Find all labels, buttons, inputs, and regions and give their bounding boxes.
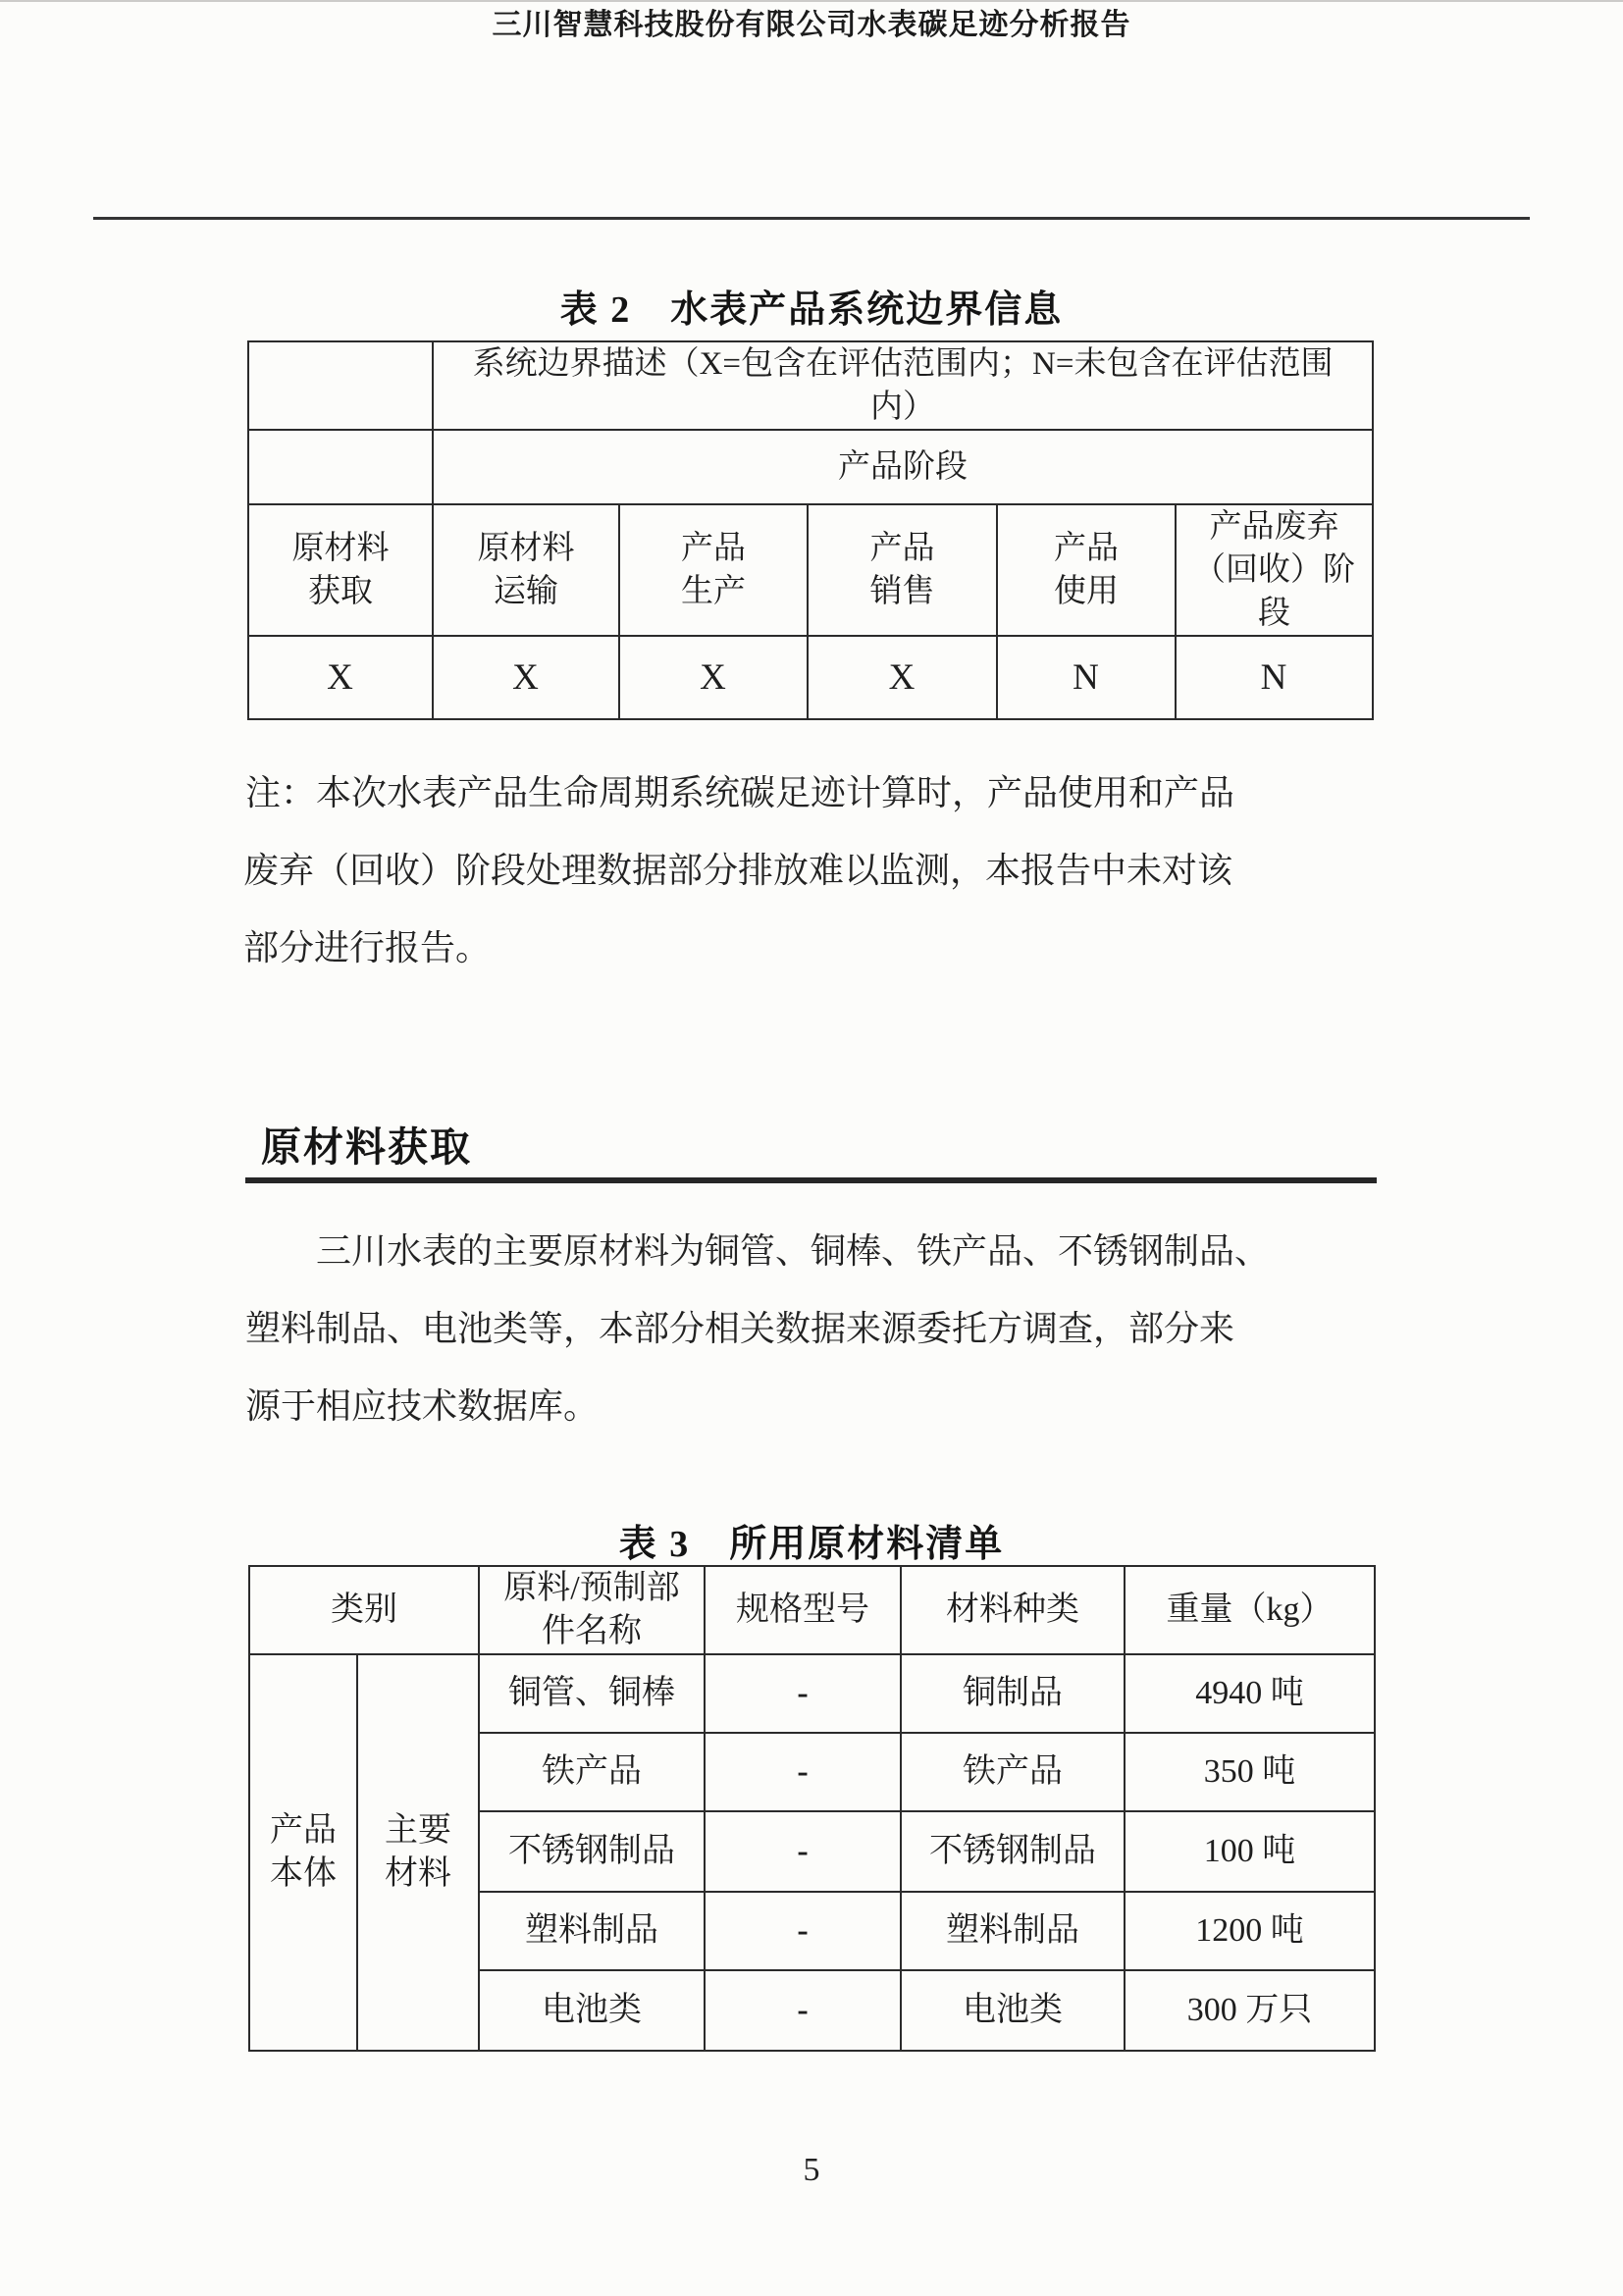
header-line: 运输 xyxy=(494,574,558,609)
header-line: （回收）阶 xyxy=(1193,552,1356,588)
table3-header-material-type: 材料种类 xyxy=(901,1566,1125,1654)
table3-header-weight: 重量（kg） xyxy=(1125,1566,1375,1654)
table3-header-category: 类别 xyxy=(249,1566,479,1654)
cell-spec: - xyxy=(705,1811,901,1892)
category-line: 产品 xyxy=(270,1812,337,1849)
table3-subcategory-main-materials xyxy=(357,1654,479,2051)
table2-row-stage xyxy=(248,430,1373,504)
cell-material-type: 铜制品 xyxy=(901,1654,1125,1733)
page-number: 5 xyxy=(803,2152,820,2188)
cell-weight: 1200 吨 xyxy=(1125,1892,1375,1970)
cell-spec: - xyxy=(705,1654,901,1733)
header-line: 产品 xyxy=(681,531,746,566)
body-paragraph-line-1: 三川水表的主要原材料为铜管、铜棒、铁产品、不锈钢制品、 xyxy=(316,1231,1271,1271)
table2-col-header-disposal xyxy=(1176,504,1373,636)
category-line: 本体 xyxy=(270,1855,337,1892)
header-line: 原料/预制部 xyxy=(503,1570,680,1606)
boundary-desc-line1: 系统边界描述（X=包含在评估范围内；N=未包含在评估范围 xyxy=(472,346,1334,382)
cell-spec: - xyxy=(705,1892,901,1970)
table2-boundary-desc-cell xyxy=(433,341,1373,430)
cell-weight: 300 万只 xyxy=(1125,1970,1375,2051)
note-line-2: 废弃（回收）阶段处理数据部分排放难以监测，本报告中未对该 xyxy=(243,851,1233,890)
cell-weight: 4940 吨 xyxy=(1125,1654,1375,1733)
cell-material-type: 铁产品 xyxy=(901,1733,1125,1811)
cell-part-name: 铜管、铜棒 xyxy=(479,1654,705,1733)
section-heading-rule xyxy=(245,1177,1377,1183)
table3-category-product-body xyxy=(249,1654,357,2051)
page-header-title: 三川智慧科技股份有限公司水表碳足迹分析报告 xyxy=(492,9,1131,41)
table2-system-boundary xyxy=(247,340,1374,720)
cell-spec: - xyxy=(705,1970,901,2051)
header-line: 原材料 xyxy=(477,531,575,566)
subcategory-line: 主要 xyxy=(385,1812,451,1849)
cell-weight: 100 吨 xyxy=(1125,1811,1375,1892)
note-line-3: 部分进行报告。 xyxy=(243,928,492,967)
cell-material-type: 不锈钢制品 xyxy=(901,1811,1125,1892)
header-line: 产品 xyxy=(869,531,935,566)
table3-raw-materials-list xyxy=(248,1565,1376,2052)
note-line-1: 注：本次水表产品生命周期系统碳足迹计算时，产品使用和产品 xyxy=(245,773,1235,812)
table2-row-stage-headers xyxy=(248,504,1373,636)
table3-caption: 表 3 所用原材料清单 xyxy=(618,1524,1005,1565)
section-heading-raw-material-acquisition: 原材料获取 xyxy=(261,1124,472,1170)
subcategory-line: 材料 xyxy=(385,1855,451,1892)
table2-value-disposal: N xyxy=(1176,636,1373,719)
table3-header-spec: 规格型号 xyxy=(705,1566,901,1654)
body-paragraph-line-2: 塑料制品、电池类等，本部分相关数据来源委托方调查，部分来 xyxy=(245,1309,1235,1348)
table2-value-sales: X xyxy=(808,636,997,719)
cell-part-name: 电池类 xyxy=(479,1970,705,2051)
table2-stage-cell: 产品阶段 xyxy=(433,430,1373,504)
table2-col-header-use xyxy=(997,504,1176,636)
cell-part-name: 塑料制品 xyxy=(479,1892,705,1970)
table2-col-header-raw-material-transport xyxy=(433,504,619,636)
table2-col-header-sales xyxy=(808,504,997,636)
table2-value-acquisition: X xyxy=(248,636,433,719)
header-line: 产品废弃 xyxy=(1209,509,1339,545)
header-line: 生产 xyxy=(681,574,746,609)
cell-material-type: 电池类 xyxy=(901,1970,1125,2051)
header-line: 销售 xyxy=(869,574,935,609)
table2-value-use: N xyxy=(997,636,1176,719)
header-line: 使用 xyxy=(1054,574,1119,609)
table2-empty-cell xyxy=(248,430,433,504)
cell-weight: 350 吨 xyxy=(1125,1733,1375,1811)
body-paragraph-line-3: 源于相应技术数据库。 xyxy=(245,1386,600,1426)
cell-part-name: 铁产品 xyxy=(479,1733,705,1811)
table3-row-copper xyxy=(249,1654,1375,1733)
table2-col-header-production xyxy=(619,504,808,636)
header-line: 获取 xyxy=(308,574,373,609)
table3-header-part-name xyxy=(479,1566,705,1654)
table2-caption: 表 2 水表产品系统边界信息 xyxy=(559,289,1064,331)
table2-empty-cell xyxy=(248,341,433,430)
boundary-desc-line2: 内） xyxy=(870,390,936,425)
table2-row-boundary-desc xyxy=(248,341,1373,430)
table2-value-production: X xyxy=(619,636,808,719)
cell-material-type: 塑料制品 xyxy=(901,1892,1125,1970)
header-line: 原材料 xyxy=(291,531,390,566)
cell-spec: - xyxy=(705,1733,901,1811)
header-line: 件名称 xyxy=(542,1613,642,1649)
header-rule xyxy=(93,217,1530,220)
header-line: 段 xyxy=(1258,596,1291,631)
cell-part-name: 不锈钢制品 xyxy=(479,1811,705,1892)
table2-col-header-raw-material-acquisition xyxy=(248,504,433,636)
table3-header-row xyxy=(249,1566,1375,1654)
header-line: 产品 xyxy=(1054,531,1119,566)
table2-row-values xyxy=(248,636,1373,719)
table2-value-transport: X xyxy=(433,636,619,719)
